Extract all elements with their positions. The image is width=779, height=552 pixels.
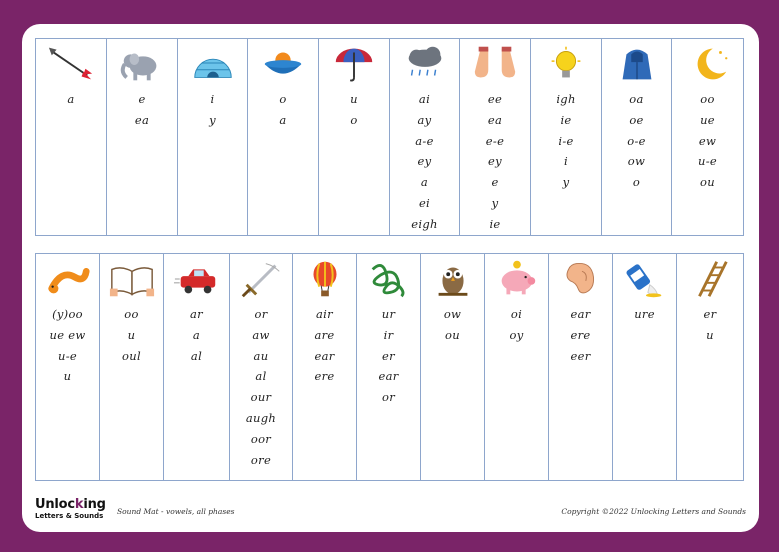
grapheme: a-e [415,133,434,148]
logo-subtitle: Letters & Sounds [35,512,104,520]
sound-cell [293,254,357,480]
grapheme: ay [417,112,432,127]
sound-cell [164,254,230,480]
hot-air-balloon-icon [299,258,351,300]
grapheme: e [491,175,499,190]
grapheme: oor [250,431,272,446]
squiggle-icon [363,258,415,300]
grapheme-list [556,89,575,193]
grapheme: ei [418,195,431,210]
grapheme: er [382,348,395,363]
grapheme-list [49,304,85,387]
sound-cell [178,39,248,235]
sound-cell [602,39,672,235]
grapheme-list [190,304,203,366]
grapheme: ie [560,112,572,127]
grapheme: y [209,112,216,127]
grapheme: au [253,348,269,363]
sound-cell [672,39,743,235]
grapheme-list [698,89,717,193]
grapheme: ue ew [49,327,86,342]
sound-row-2 [35,253,744,481]
arrow-icon [45,43,97,85]
owl-icon [427,258,479,300]
grapheme: oi [510,307,523,321]
sound-row-1 [35,38,744,236]
sound-cell [36,254,100,480]
grapheme-list [486,89,504,235]
grapheme-list [122,304,141,366]
grapheme: er [703,307,717,321]
grapheme: augh [245,410,277,425]
rain-cloud-icon [399,43,451,85]
grapheme-list [634,304,655,325]
piggy-bank-icon [491,258,543,300]
grapheme-list [411,89,437,235]
grapheme: oul [122,348,141,363]
ladder-icon [684,258,736,300]
grapheme: (y)oo [52,307,83,321]
grapheme-list [627,89,646,193]
grapheme: ue [700,112,715,127]
grapheme: e-e [485,133,505,148]
grapheme: ir [383,327,394,342]
grapheme: igh [556,92,576,106]
grapheme: ur [381,307,396,321]
grapheme: o [279,92,287,106]
grapheme: ow [443,307,462,321]
logo-word-start: Unloc [35,497,75,512]
footer [35,498,746,522]
grapheme: ee [487,92,503,106]
grapheme-list [444,304,461,346]
grapheme: a [279,112,287,127]
grapheme: al [255,369,267,384]
grapheme: o-e [627,133,646,148]
grapheme-list [314,304,334,387]
grapheme: ew [698,133,717,148]
grapheme-list [570,304,590,366]
raincoat-icon [611,43,663,85]
ear-icon [555,258,607,300]
logo-word-end: ing [83,497,106,512]
grapheme: y [491,195,499,210]
mat-title: Sound Mat - vowels, all phases [117,507,235,516]
orange-bowl-icon [257,43,309,85]
grapheme: o [350,112,358,127]
grapheme: ear [570,307,591,321]
grapheme-list [350,89,358,131]
grapheme: ore [250,452,272,467]
grapheme: ere [570,327,591,342]
sound-cell [421,254,485,480]
grapheme: ar [190,307,203,321]
lizard-icon [42,258,94,300]
grapheme: oa [629,92,644,106]
grapheme: a [192,327,201,342]
grapheme: ear [314,348,335,363]
grapheme: i [564,154,568,169]
sound-cell [531,39,602,235]
book-icon [106,258,158,300]
grapheme: are [314,327,335,342]
grapheme: u [350,92,358,106]
grapheme: ere [314,369,335,384]
grapheme: a [67,92,75,106]
grapheme-list [135,89,149,131]
grapheme: al [190,348,203,363]
grapheme: u [127,327,136,342]
grapheme: ou [700,175,715,190]
grapheme: oo [124,307,139,321]
grapheme: ea [487,112,503,127]
car-icon [171,258,223,300]
grapheme: ey [417,154,432,169]
grapheme-list [279,89,286,131]
grapheme: u-e [698,154,717,169]
grapheme: ow [627,154,646,169]
grapheme: u [63,369,72,384]
grapheme: i-e [558,133,574,148]
grapheme-list [67,89,74,110]
grapheme: ou [445,327,460,342]
grapheme: a [420,175,429,190]
feet-icon [469,43,521,85]
elephant-icon [116,43,168,85]
sound-cell [357,254,421,480]
grapheme: o [632,175,641,190]
sound-cell [100,254,164,480]
grapheme: oo [700,92,715,106]
sound-cell [107,39,178,235]
grapheme-list [246,304,276,470]
grapheme: ie [489,216,501,231]
grapheme: or [254,307,268,321]
grapheme: u-e [58,348,77,363]
grapheme: oy [509,327,524,342]
grapheme-list [209,89,216,131]
glue-icon [619,258,671,300]
light-bulb-icon [540,43,592,85]
sound-cell [485,254,549,480]
grapheme: ey [488,154,502,169]
sword-icon [235,258,287,300]
grapheme: eigh [411,216,438,231]
grapheme: our [250,390,272,405]
sound-cell [549,254,613,480]
grapheme: y [562,175,570,190]
grapheme: eer [570,348,591,363]
sound-cell [677,254,743,480]
grapheme: u [706,327,714,342]
grapheme: ai [418,92,431,106]
grapheme: aw [252,327,270,342]
umbrella-icon [328,43,380,85]
sound-cell [36,39,107,235]
grapheme: ure [634,307,655,321]
grapheme: i [210,92,215,106]
brand-logo [35,498,106,521]
grapheme: oe [629,112,644,127]
grapheme: ea [134,112,150,127]
grapheme: ear [378,369,399,384]
sound-cell [390,39,460,235]
igloo-icon [187,43,239,85]
sound-cell [248,39,319,235]
grapheme: e [138,92,146,106]
sound-cell [230,254,293,480]
grapheme-list [378,304,398,408]
copyright-text: Copyright ©2022 Unlocking Letters and Sounds [561,507,746,516]
logo-word-accent: k [74,497,84,512]
sound-cell [613,254,677,480]
grapheme: air [316,307,333,321]
moon-icon [682,43,734,85]
sound-cell [460,39,531,235]
grapheme-list [704,304,717,346]
grapheme: or [381,390,396,405]
grapheme-list [509,304,523,346]
sound-cell [319,39,390,235]
